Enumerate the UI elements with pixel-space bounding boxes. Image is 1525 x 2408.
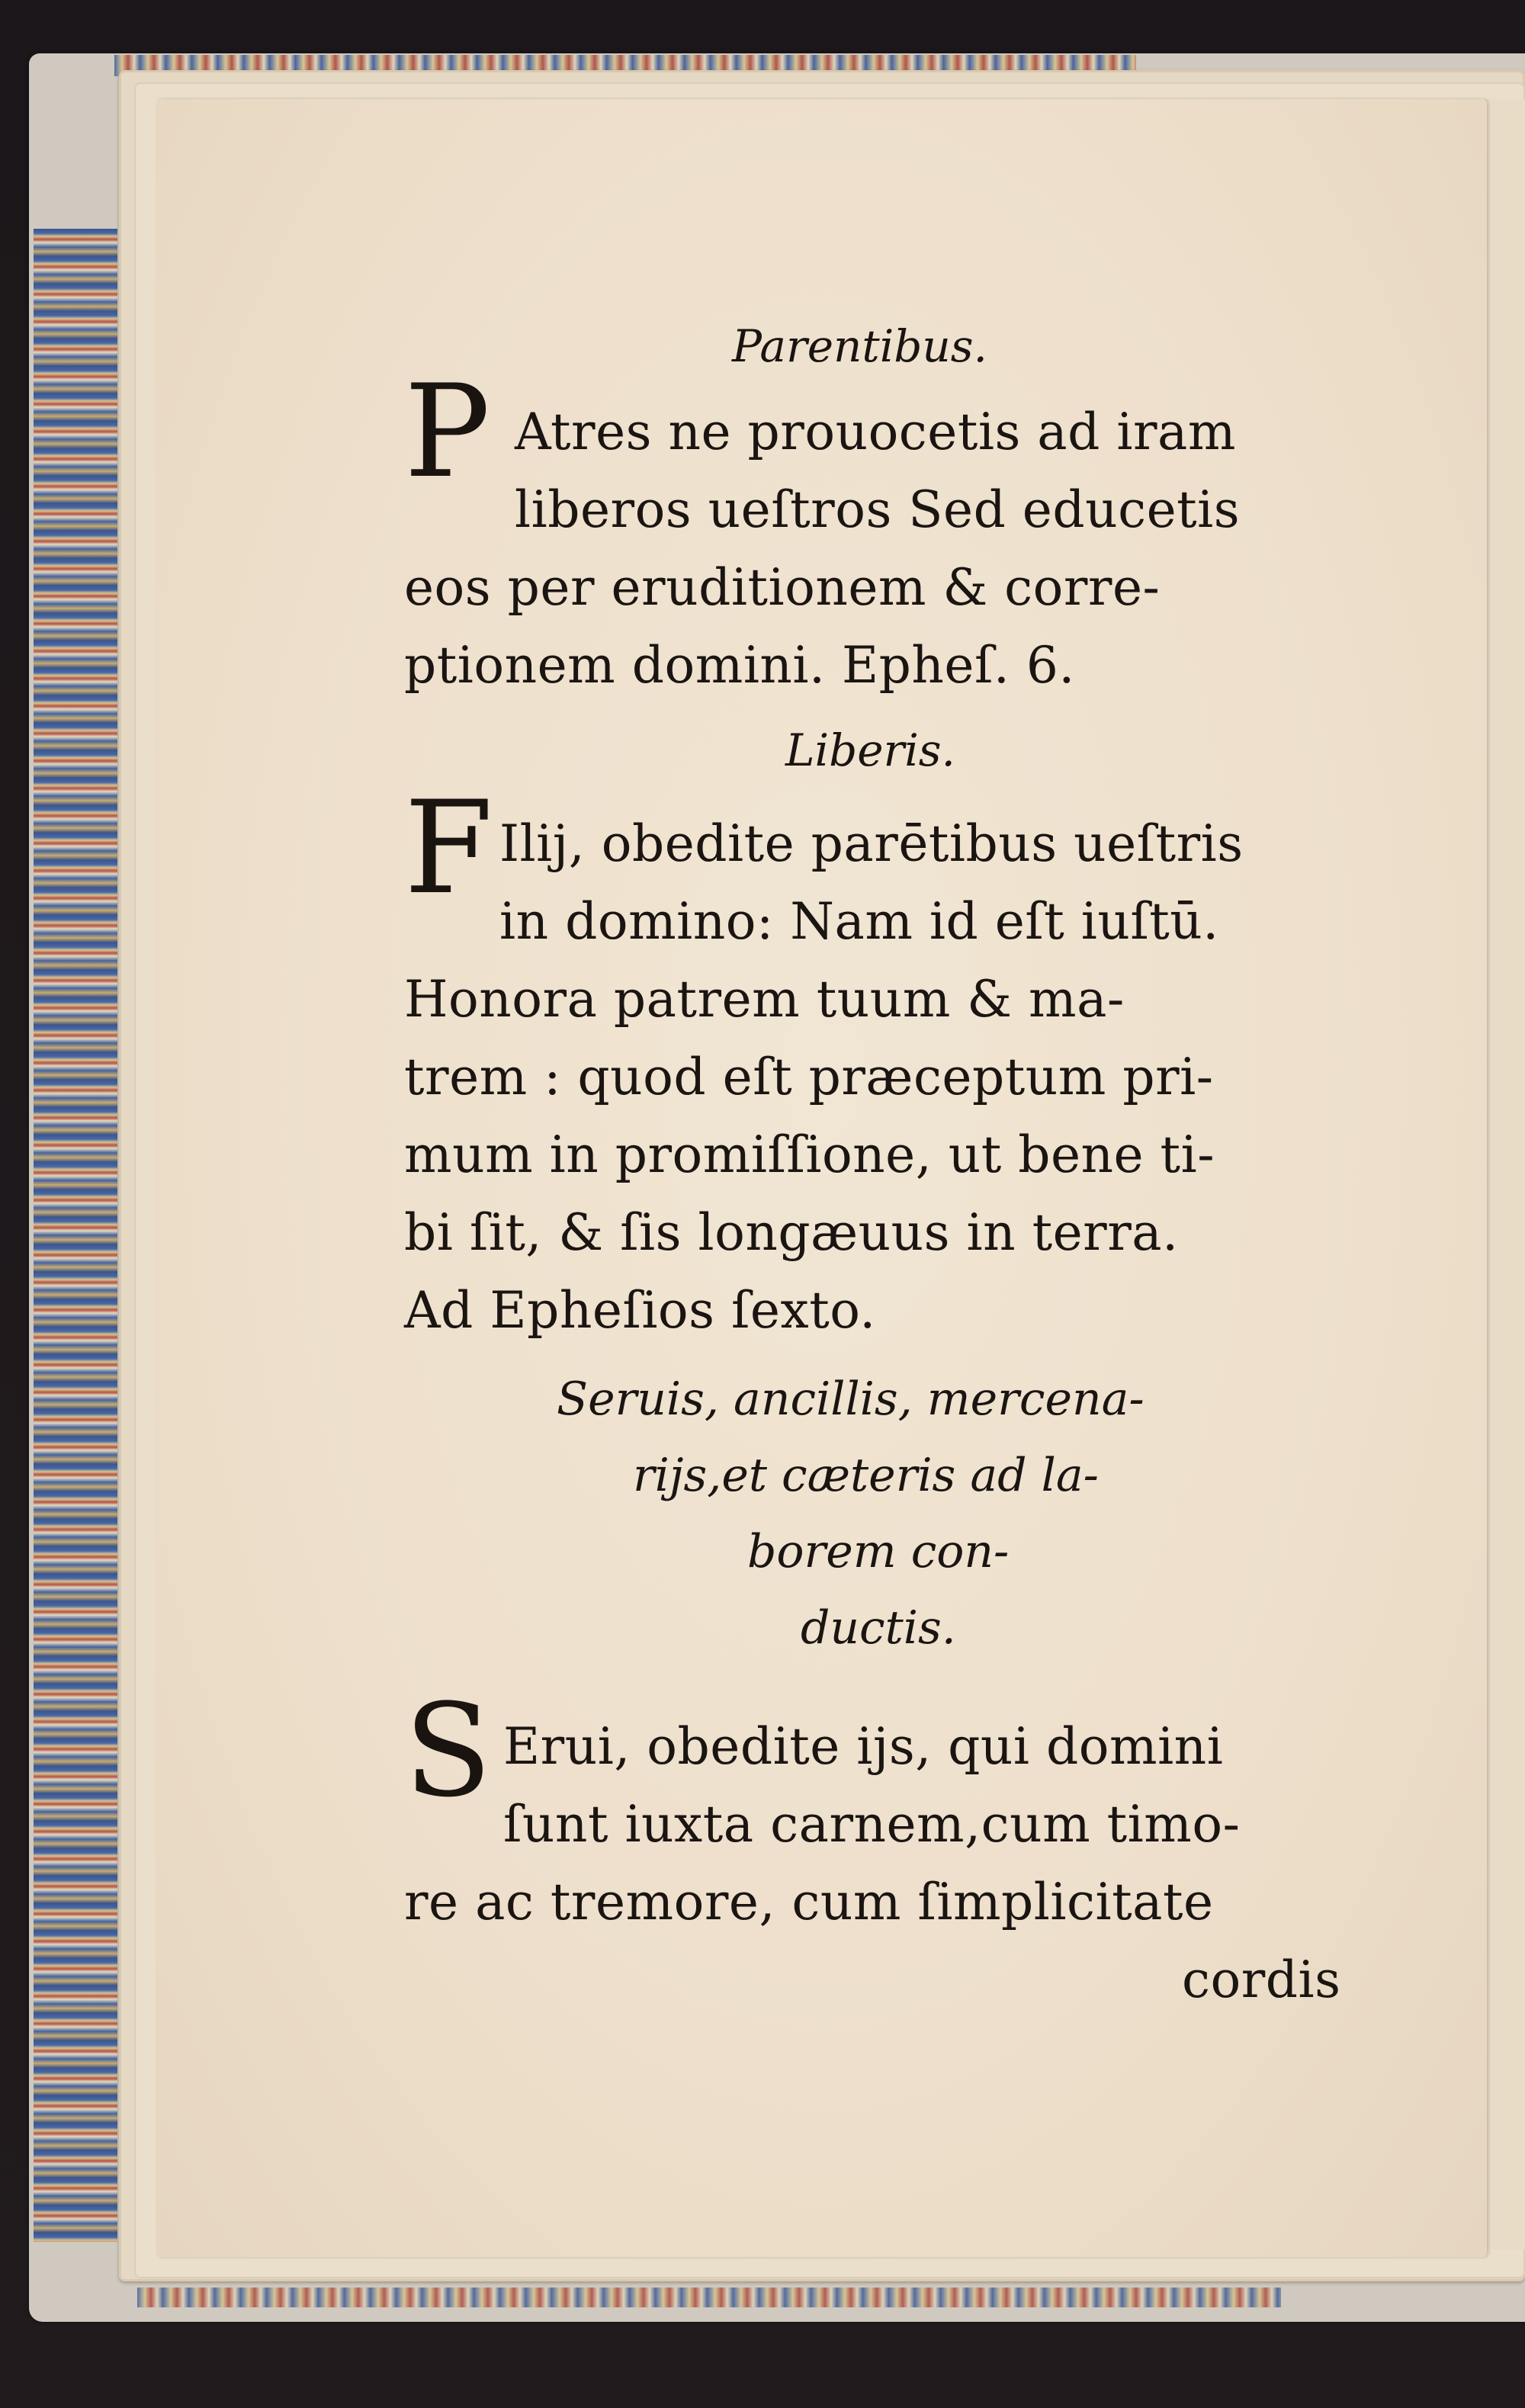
text-line: Ad Epheſios ſexto. — [404, 1281, 876, 1340]
heading-parents: Parentibus. — [732, 320, 987, 372]
heading-servants-line: Seruis, ancillis, mercena- — [557, 1373, 1145, 1426]
heading-servants-line: rijs,et cæteris ad la- — [633, 1449, 1099, 1502]
text-line: eos per eruditionem & corre- — [404, 558, 1161, 617]
text-line: bi ſit, & ſis longæuus in terra. — [404, 1203, 1179, 1262]
text-line: trem : quod eſt præceptum pri- — [404, 1048, 1214, 1106]
text-line: ptionem domini. Epheſ. 6. — [404, 636, 1075, 695]
heading-servants-line: ductis. — [801, 1601, 956, 1655]
marbled-edge-left — [34, 229, 117, 2242]
text-line: liberos ueſtros Sed educetis — [515, 480, 1241, 539]
text-line: re ac tremore, cum ſimplicitate — [404, 1873, 1214, 1931]
text-line: Honora patrem tuum & ma- — [404, 970, 1125, 1029]
marbled-edge-bottom — [137, 2288, 1281, 2307]
drop-cap-f: F — [404, 773, 493, 923]
heading-servants-line: borem con- — [747, 1525, 1010, 1578]
heading-children: Liberis. — [785, 724, 955, 776]
drop-cap-s: S — [404, 1676, 493, 1825]
drop-cap-p: P — [404, 357, 491, 506]
text-line: ſunt iuxta carnem,cum timo- — [503, 1795, 1241, 1854]
text-line: mum in promiſſione, ut bene ti- — [404, 1125, 1215, 1184]
text-line: Erui, obedite ijs, qui domini — [503, 1717, 1224, 1776]
text-line: Atres ne prouocetis ad iram — [515, 403, 1236, 461]
catchword: cordis — [1182, 1950, 1341, 2009]
text-line: in domino: Nam id eſt iuſtū. — [499, 892, 1219, 951]
text-line: Ilij, obedite parētibus ueſtris — [499, 814, 1244, 873]
